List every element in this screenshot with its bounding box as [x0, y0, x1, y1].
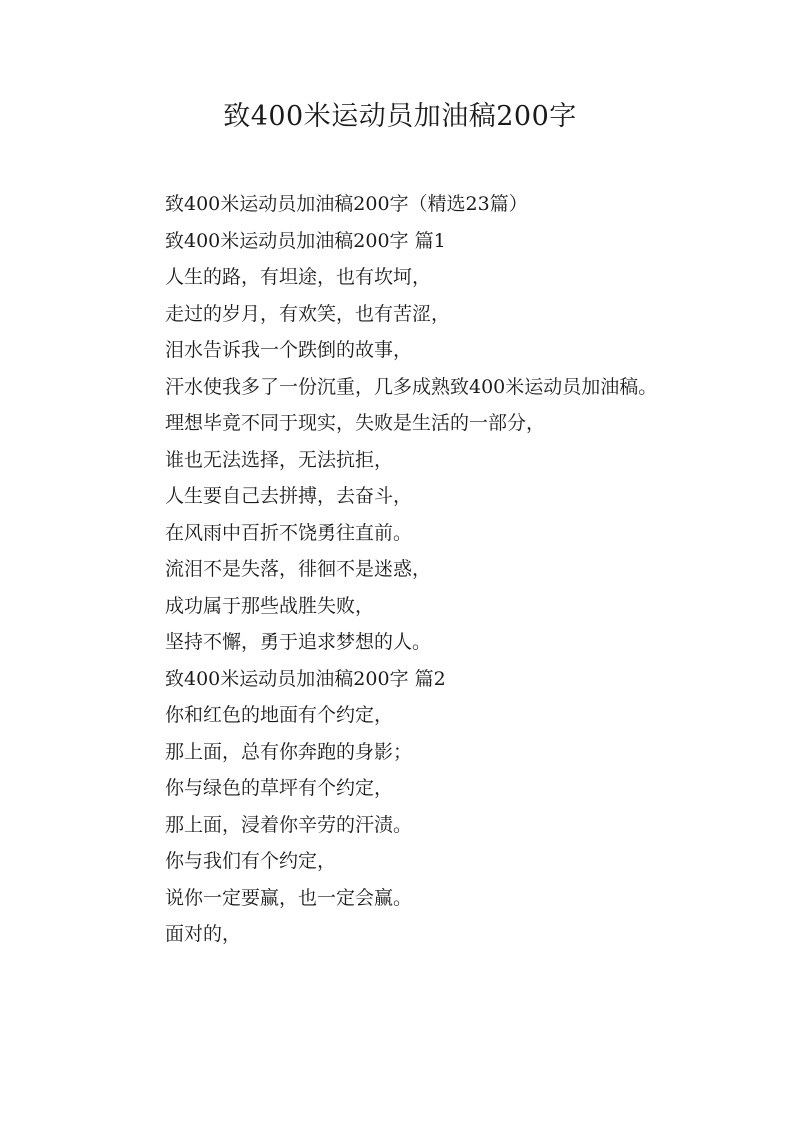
- paragraph: 流泪不是失落，徘徊不是迷惑，: [165, 558, 432, 580]
- paragraph: 致400米运动员加油稿200字（精选23篇）: [165, 193, 528, 215]
- paragraph: 你与我们有个约定，: [165, 850, 337, 872]
- paragraph: 你和红色的地面有个约定，: [165, 704, 394, 726]
- paragraph: 走过的岁月，有欢笑，也有苦涩，: [165, 302, 451, 325]
- paragraph: 人生的路，有坦途，也有坎坷，: [165, 266, 432, 288]
- paragraph: 那上面，总有你奔跑的身影；: [165, 740, 413, 763]
- paragraph: 坚持不懈，勇于追求梦想的人。: [165, 631, 432, 653]
- paragraph: 泪水告诉我一个跌倒的故事，: [165, 339, 413, 361]
- section-heading: 致400米运动员加油稿200字 篇1: [165, 229, 446, 252]
- paragraph: 汗水使我多了一份沉重，几多成熟致400米运动员加油稿。: [165, 375, 658, 398]
- paragraph: 理想毕竟不同于现实，失败是生活的一部分，: [165, 412, 546, 434]
- section-heading: 致400米运动员加油稿200字 篇2: [165, 667, 446, 690]
- document-title: 致400米运动员加油稿200字: [223, 101, 577, 132]
- paragraph: 说你一定要赢，也一定会赢。: [165, 886, 413, 909]
- paragraph: 那上面，浸着你辛劳的汗渍。: [165, 813, 413, 836]
- paragraph: 人生要自己去拼搏，去奋斗，: [165, 485, 413, 507]
- paragraph: 成功属于那些战胜失败，: [165, 594, 375, 617]
- paragraph: 你与绿色的草坪有个约定，: [165, 777, 394, 799]
- document-body: [123, 186, 693, 953]
- paragraph: 在风雨中百折不饶勇往直前。: [165, 521, 413, 544]
- paragraph: 谁也无法选择，无法抗拒，: [165, 448, 394, 471]
- paragraph: 面对的，: [165, 923, 242, 945]
